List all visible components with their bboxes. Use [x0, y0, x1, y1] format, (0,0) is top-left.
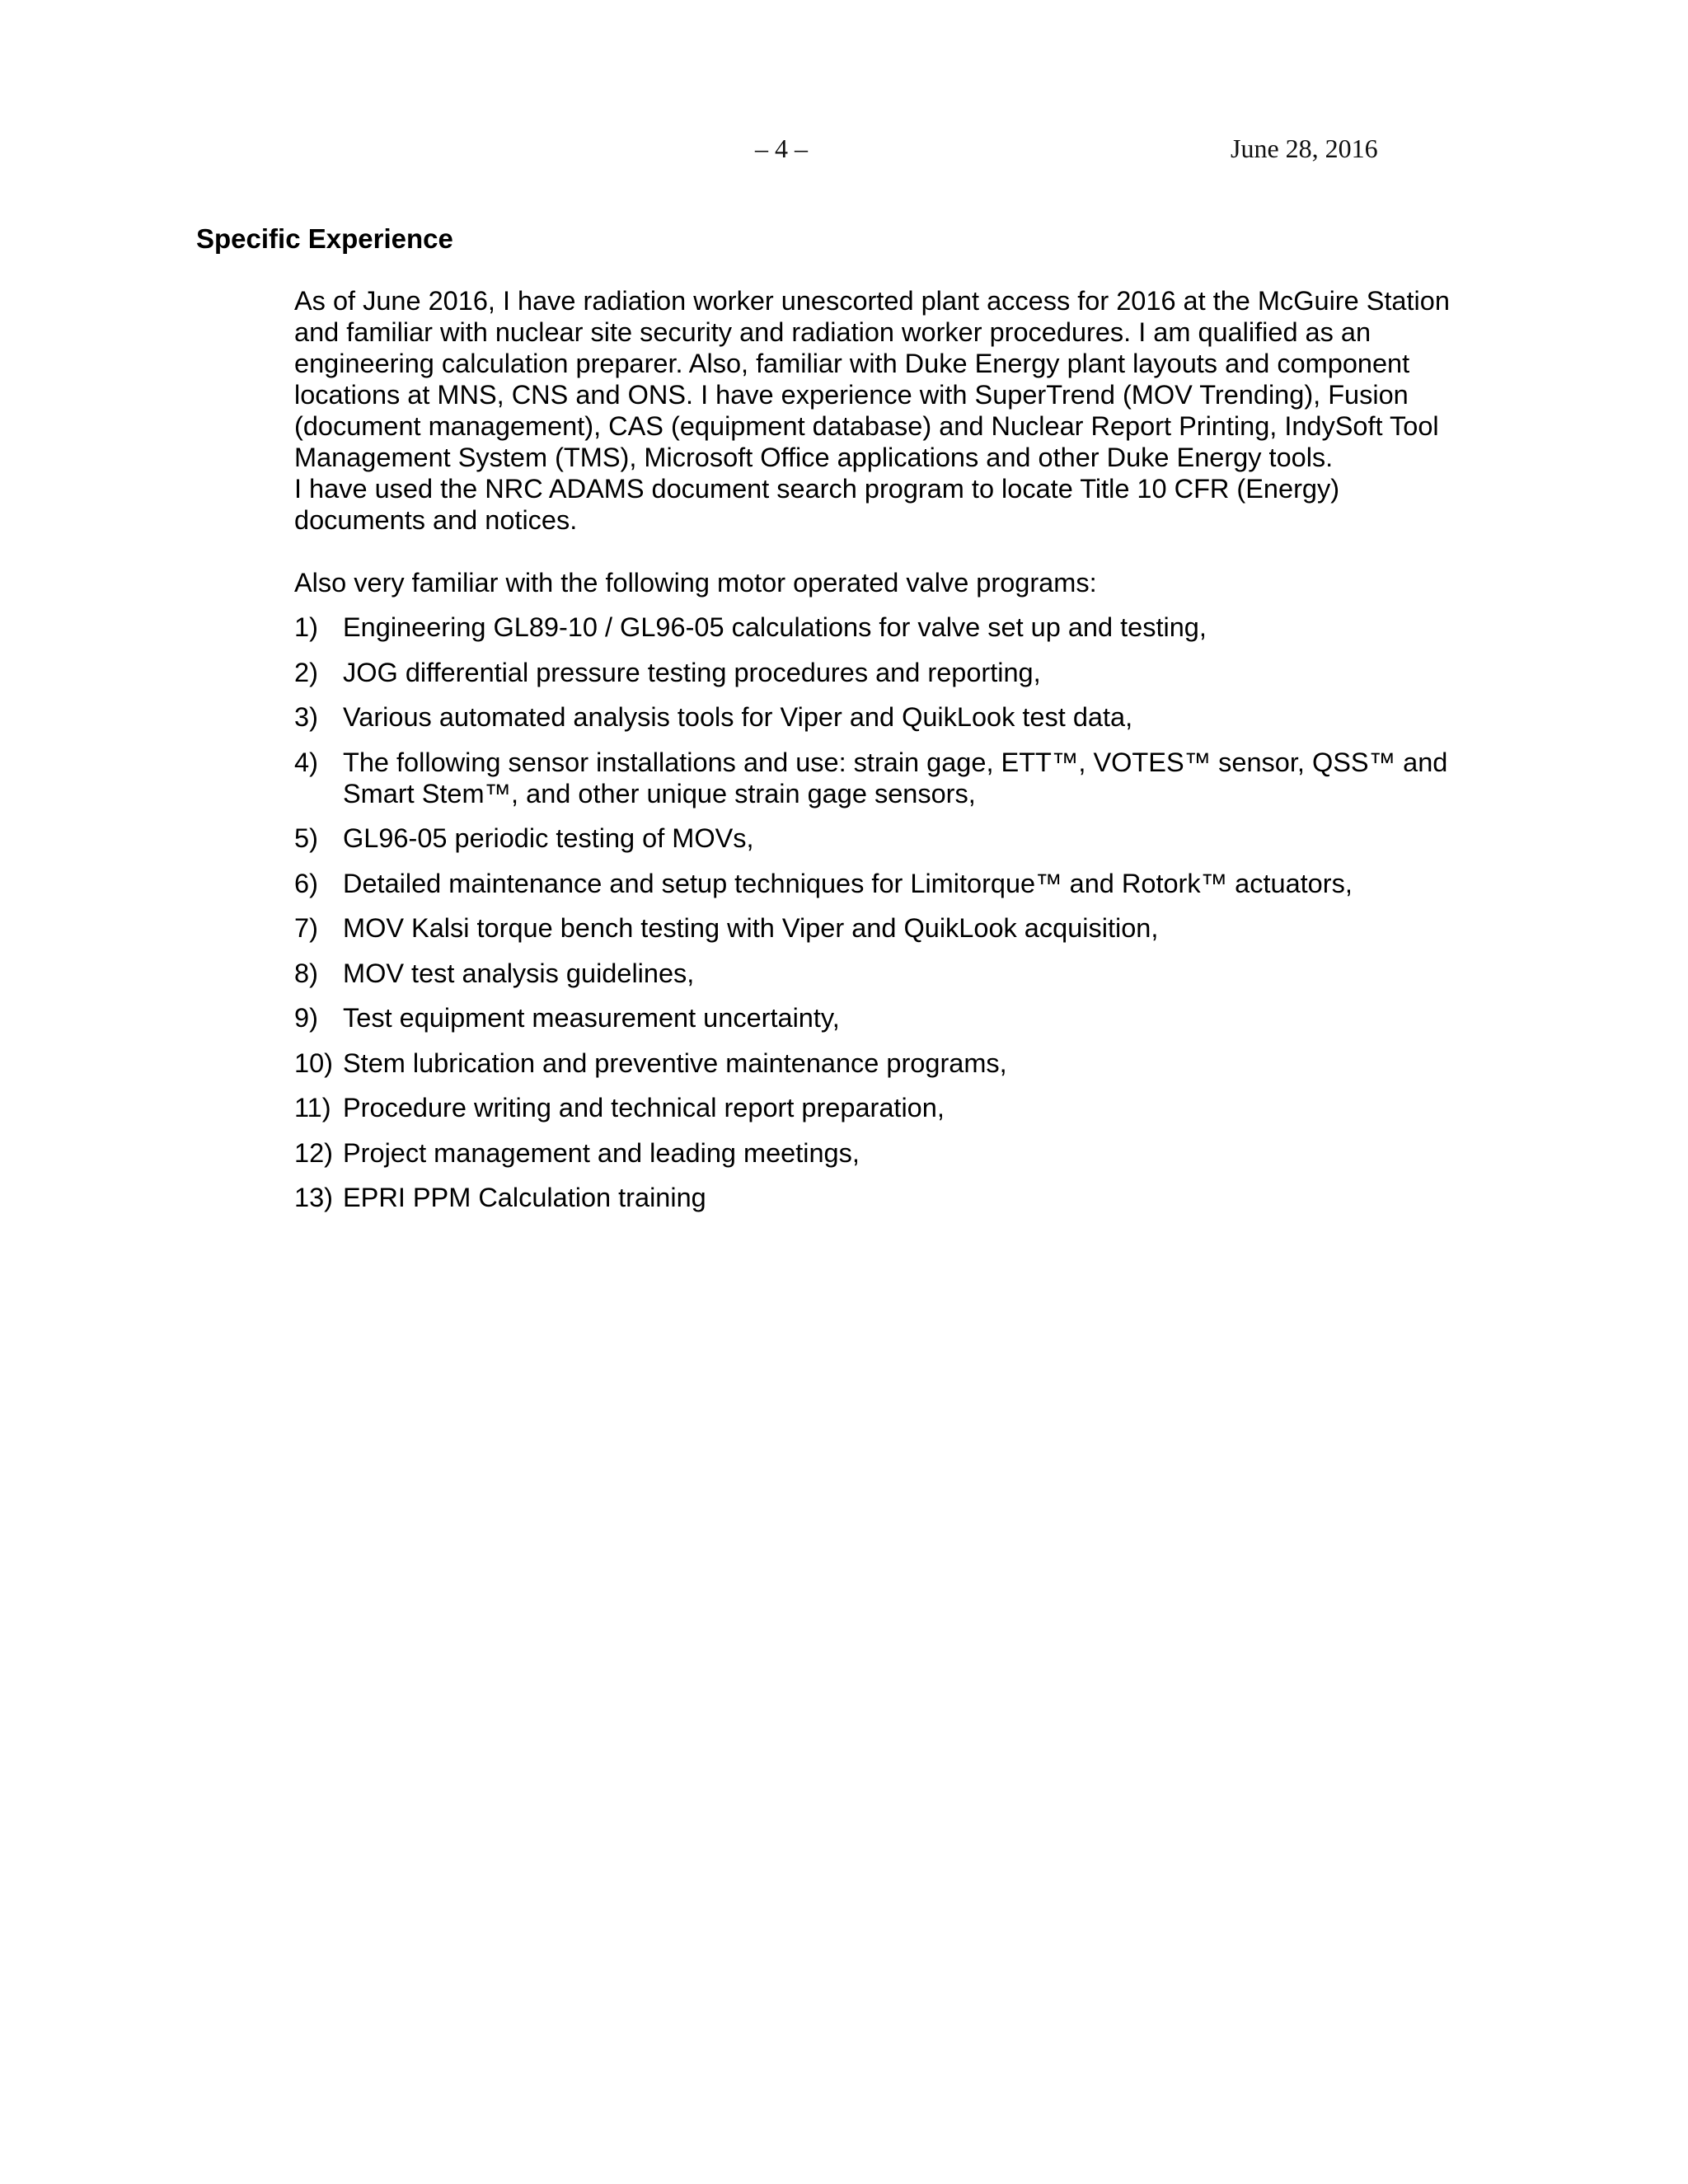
list-item: [294, 912, 1489, 944]
list-item-number: 13): [294, 1183, 333, 1212]
list-item-line: MOV Kalsi torque bench testing with Viper and QuikLook acquisition,: [343, 913, 1159, 943]
list-item-number: 1): [294, 612, 318, 642]
paragraph-line: I have used the NRC ADAMS document search program to locate Title 10 CFR (Energy): [294, 474, 1340, 504]
list-item-line: MOV test analysis guidelines,: [343, 958, 695, 988]
list-item-line: Smart Stem™, and other unique strain gage sensors,: [343, 778, 976, 808]
list-item: [294, 1137, 1489, 1169]
list-item-text: [343, 1137, 1489, 1169]
header-date: June 28, 2016: [1231, 134, 1378, 163]
list-item: [294, 612, 1489, 643]
list-item-text: [343, 912, 1489, 944]
list-item-number: 4): [294, 747, 318, 777]
list-item-line: The following sensor installations and use: strain gage, ETT™, VOTES™ sensor, QSS™ and: [343, 747, 1448, 777]
list-item-number: 11): [294, 1093, 331, 1122]
list-item-line: Test equipment measurement uncertainty,: [343, 1003, 840, 1033]
list-item: [294, 701, 1489, 733]
list-item: [294, 868, 1489, 899]
section-heading: Specific Experience: [196, 223, 453, 254]
page-number: – 4 –: [755, 134, 808, 163]
list-item-line: Stem lubrication and preventive maintenance programs,: [343, 1047, 1007, 1078]
list-item-number: 12): [294, 1137, 333, 1168]
list-item-text: [343, 657, 1489, 688]
list-item-line: Detailed maintenance and setup techniques for Limitorque™ and Rotork™ actuators,: [343, 868, 1353, 898]
list-item-text: [343, 612, 1489, 643]
list-item-text: [343, 823, 1489, 854]
list-item-text: [343, 701, 1489, 733]
list-item-number: 3): [294, 702, 318, 732]
paragraph-line: (document management), CAS (equipment database) and Nuclear Report Printing, IndySoft Tool: [294, 411, 1439, 441]
list-item: [294, 1092, 1489, 1123]
list-item-text: [343, 747, 1489, 809]
list-item-number: 9): [294, 1003, 318, 1033]
list-item-number: 6): [294, 868, 318, 898]
list-item: [294, 1002, 1489, 1033]
list-item-line: JOG differential pressure testing procedures and reporting,: [343, 657, 1041, 687]
list-item: [294, 1182, 1489, 1213]
paragraph-line: locations at MNS, CNS and ONS. I have experience with SuperTrend (MOV Trending), Fusion: [294, 380, 1409, 410]
paragraph-line: documents and notices.: [294, 505, 578, 535]
list-item-number: 5): [294, 823, 318, 853]
list-item-line: EPRI PPM Calculation training: [343, 1183, 706, 1212]
list-item-text: [343, 1002, 1489, 1033]
list-item: [294, 657, 1489, 688]
list-item-number: 2): [294, 657, 318, 687]
list-item-text: [343, 1092, 1489, 1123]
list-item-text: [343, 1047, 1489, 1079]
list-intro: Also very familiar with the following motor operated valve programs:: [294, 568, 1097, 598]
list-item-line: Engineering GL89-10 / GL96-05 calculations for valve set up and testing,: [343, 612, 1207, 642]
paragraph-line: and familiar with nuclear site security and radiation worker procedures. I am qualified as an: [294, 317, 1372, 347]
program-list: [294, 612, 1489, 1227]
list-item-text: [343, 1182, 1489, 1213]
paragraph-line: As of June 2016, I have radiation worker unescorted plant access for 2016 at the McGuire Station: [294, 286, 1450, 316]
list-item: [294, 958, 1489, 989]
list-item-number: 7): [294, 913, 318, 943]
experience-paragraph: [294, 285, 1489, 536]
list-item-number: 10): [294, 1047, 333, 1078]
list-item: [294, 1047, 1489, 1079]
list-item-line: Project management and leading meetings,: [343, 1137, 860, 1168]
list-item: [294, 823, 1489, 854]
list-item-text: [343, 868, 1489, 899]
list-item-text: [343, 958, 1489, 989]
list-item-line: Procedure writing and technical report preparation,: [343, 1093, 945, 1122]
list-item-line: GL96-05 periodic testing of MOVs,: [343, 823, 754, 853]
paragraph-line: engineering calculation preparer. Also, familiar with Duke Energy plant layouts and component: [294, 349, 1410, 378]
list-item-line: Various automated analysis tools for Viper and QuikLook test data,: [343, 702, 1133, 732]
list-item-number: 8): [294, 958, 318, 988]
list-item: [294, 747, 1489, 809]
paragraph-line: Management System (TMS), Microsoft Office applications and other Duke Energy tools.: [294, 443, 1334, 472]
